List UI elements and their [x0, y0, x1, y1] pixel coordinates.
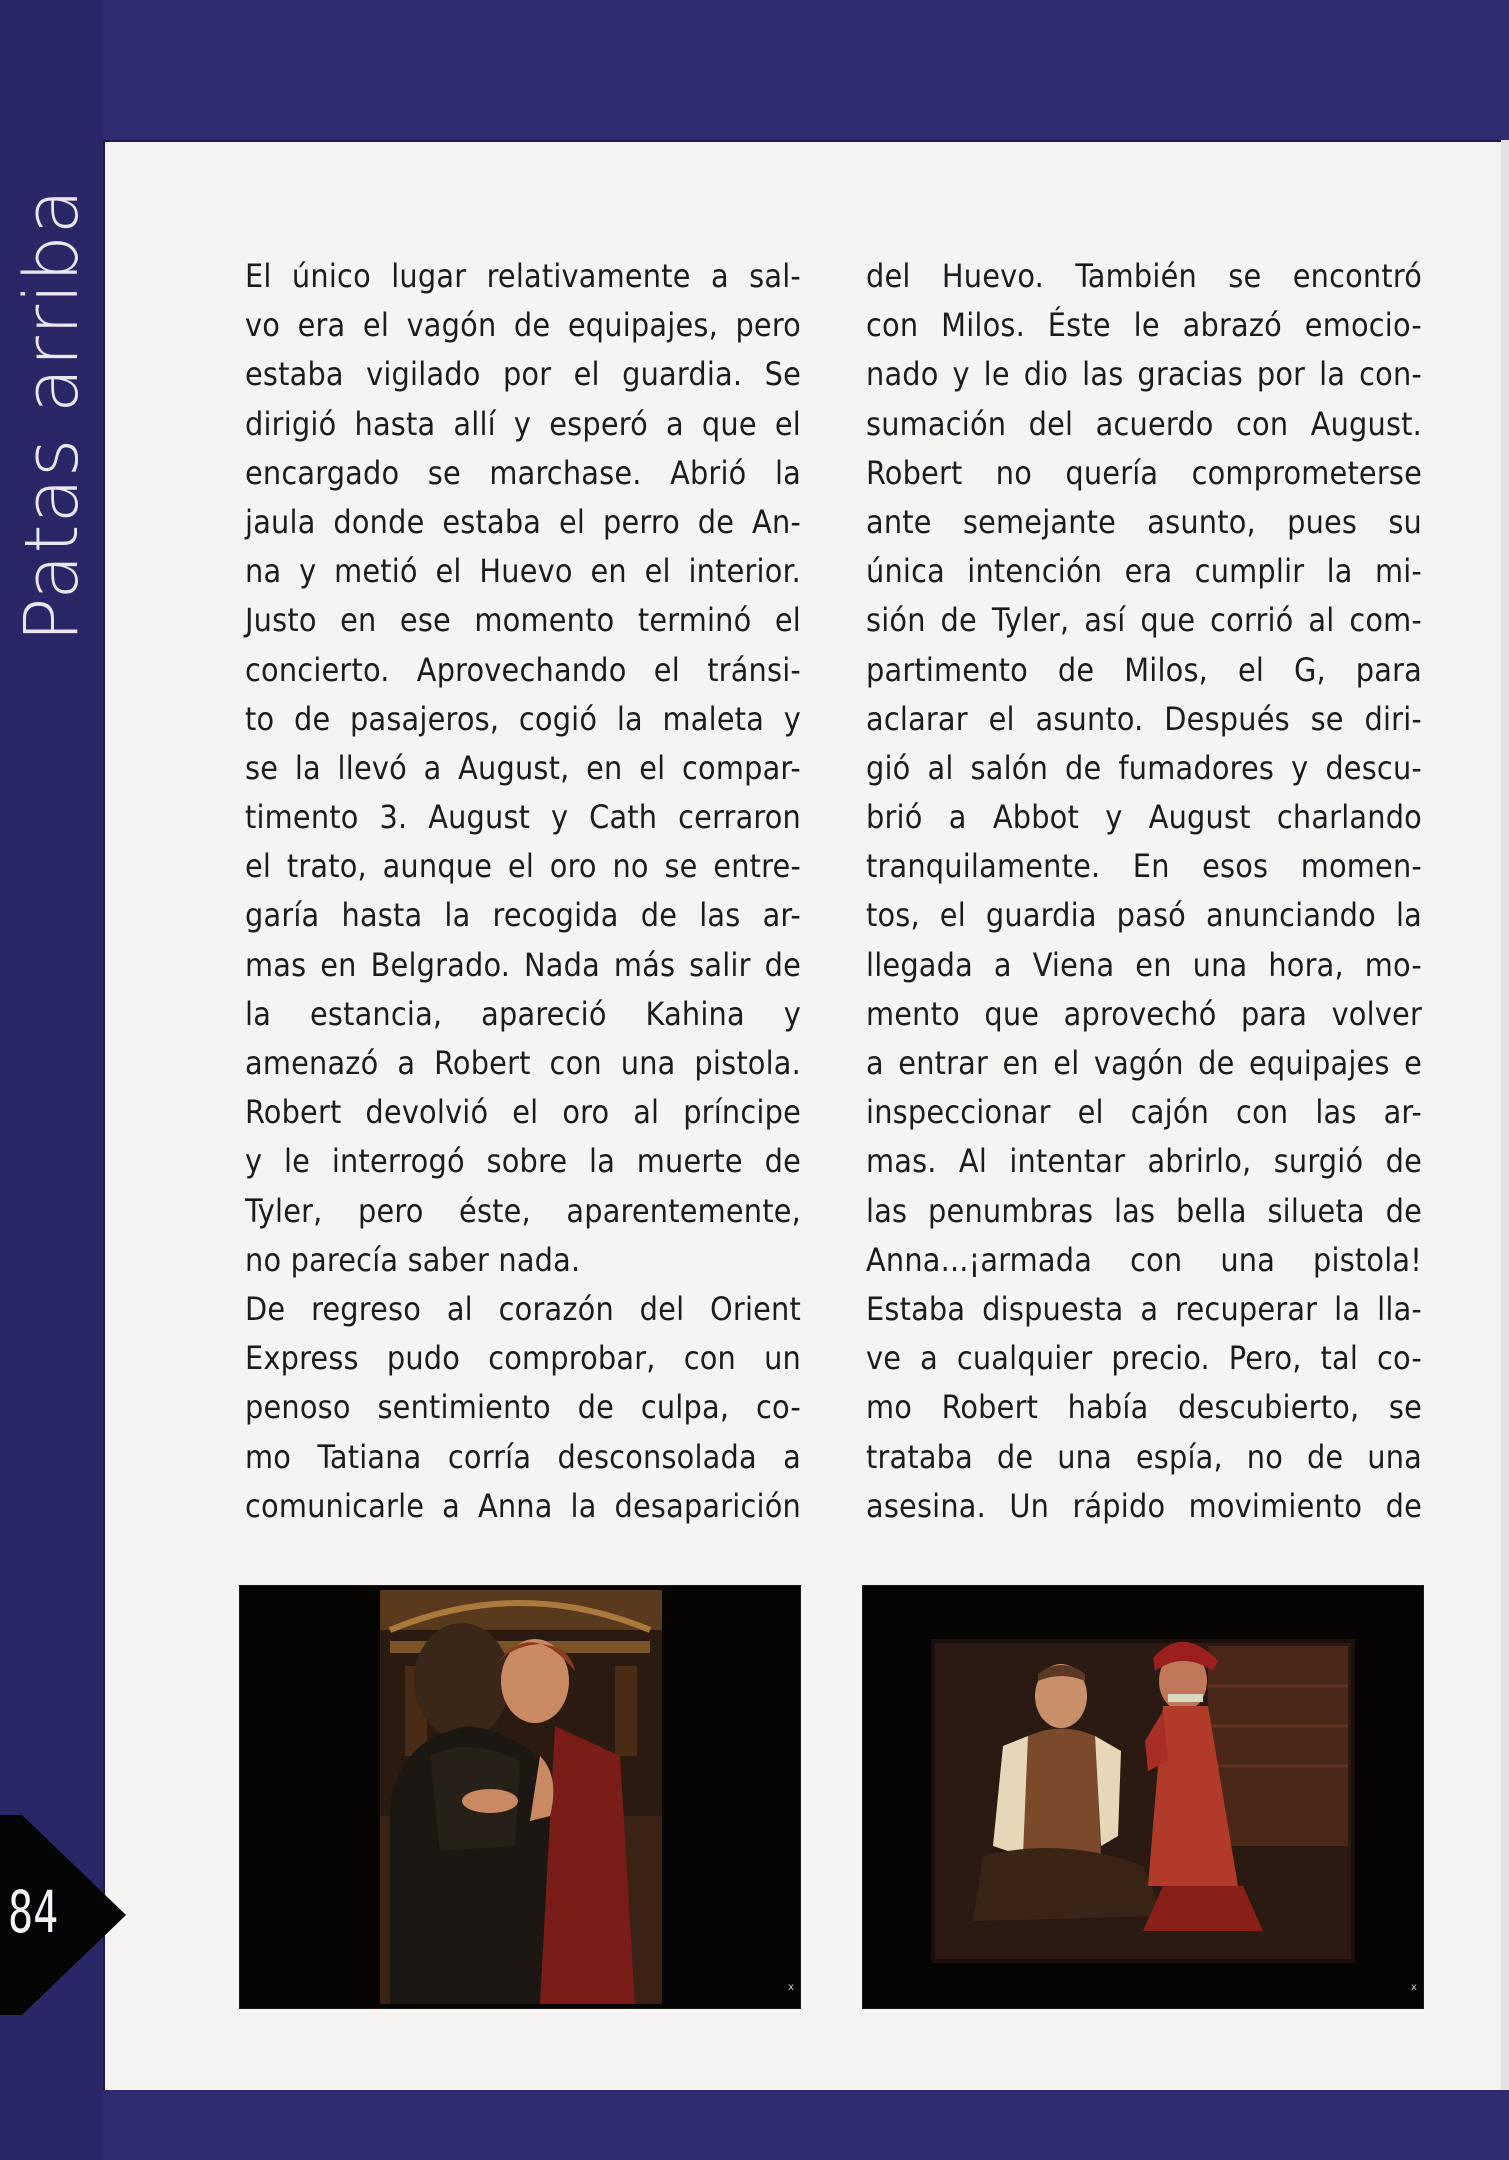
- text-line: el trato, aunque el oro no se entre-: [245, 847, 801, 886]
- text-line: trataba de una espía, no de una: [866, 1437, 1422, 1476]
- svg-text:x: x: [1411, 1982, 1417, 1993]
- text-line: mento que aprovechó para volver: [866, 994, 1422, 1033]
- text-line: se la llevó a August, en el compar-: [245, 748, 801, 787]
- text-line: vo era el vagón de equipajes, pero: [245, 306, 801, 345]
- game-screenshot-kiss: [239, 1585, 801, 2009]
- text-line: la estancia, apareció Kahina y: [245, 994, 801, 1033]
- text-column-left: [245, 252, 801, 1531]
- text-line: Express pudo comprobar, con un: [245, 1339, 801, 1378]
- text-line: sumación del acuerdo con August.: [866, 404, 1422, 443]
- bottom-color-band: [0, 2090, 1509, 2160]
- text-line: las penumbras las bella silueta de: [866, 1191, 1422, 1230]
- text-line: mas. Al intentar abrirlo, surgió de: [866, 1142, 1422, 1181]
- game-screenshot-anna-pistol: [862, 1585, 1424, 2009]
- text-line: Robert no quería comprometerse: [866, 453, 1422, 492]
- text-line: inspeccionar el cajón con las ar-: [866, 1093, 1422, 1132]
- text-line: del Huevo. También se encontró: [866, 257, 1422, 295]
- text-line: mo Tatiana corría desconsolada a: [245, 1437, 801, 1476]
- text-line: comunicarle a Anna la desaparición: [245, 1486, 801, 1525]
- text-line: Estaba dispuesta a recuperar la lla-: [866, 1289, 1422, 1328]
- text-line: estaba vigilado por el guardia. Se: [245, 355, 801, 394]
- section-title: Patas arriba: [9, 187, 95, 643]
- text-line: jaula donde estaba el perro de An-: [245, 502, 801, 541]
- page-number: 84: [8, 1878, 59, 1946]
- text-line: tranquilamente. En esos momen-: [866, 847, 1422, 886]
- text-line: ve a cualquier precio. Pero, tal co-: [866, 1339, 1422, 1378]
- text-line: mo Robert había descubierto, se: [866, 1388, 1422, 1427]
- text-line: única intención era cumplir la mi-: [866, 552, 1422, 591]
- text-line: partimento de Milos, el G, para: [866, 650, 1422, 689]
- text-line: garía hasta la recogida de las ar-: [245, 896, 801, 935]
- text-line: con Milos. Éste le abrazó emocio-: [866, 306, 1422, 345]
- text-line: Tyler, pero éste, aparentemente,: [245, 1191, 801, 1230]
- text-line: amenazó a Robert con una pistola.: [245, 1044, 801, 1082]
- text-line: timento 3. August y Cath cerraron: [245, 798, 801, 837]
- text-line: Anna...¡armada con una pistola!: [866, 1240, 1422, 1279]
- text-line: a entrar en el vagón de equipajes e: [866, 1044, 1422, 1082]
- text-line: brió a Abbot y August charlando: [866, 798, 1422, 837]
- text-line: Robert devolvió el oro al príncipe: [245, 1093, 801, 1132]
- text-line: encargado se marchase. Abrió la: [245, 453, 801, 492]
- text-line: asesina. Un rápido movimiento de: [866, 1486, 1422, 1525]
- text-line: El único lugar relativamente a sal-: [245, 257, 801, 295]
- text-line: concierto. Aprovechando el tránsi-: [245, 650, 801, 689]
- text-line: llegada a Viena en una hora, mo-: [866, 945, 1422, 984]
- svg-text:x: x: [788, 1982, 794, 1993]
- top-color-band: [0, 0, 1509, 140]
- text-line: gió al salón de fumadores y descu-: [866, 748, 1422, 787]
- text-line: sión de Tyler, así que corrió al com-: [866, 601, 1422, 640]
- text-line: aclarar el asunto. Después se diri-: [866, 699, 1422, 738]
- page-edge: [1501, 140, 1509, 2090]
- text-line: ante semejante asunto, pues su: [866, 502, 1422, 541]
- text-line: no parecía saber nada.: [245, 1240, 581, 1279]
- text-line: tos, el guardia pasó anunciando la: [866, 896, 1422, 935]
- text-line: nado y le dio las gracias por la con-: [866, 355, 1422, 394]
- text-line: dirigió hasta allí y esperó a que el: [245, 404, 801, 443]
- text-line: mas en Belgrado. Nada más salir de: [245, 945, 801, 984]
- text-line: Justo en ese momento terminó el: [245, 601, 801, 640]
- text-line: penoso sentimiento de culpa, co-: [245, 1388, 801, 1427]
- text-line: to de pasajeros, cogió la maleta y: [245, 699, 801, 738]
- text-column-right: [866, 252, 1422, 1531]
- text-line: na y metió el Huevo en el interior.: [245, 552, 801, 591]
- text-line: De regreso al corazón del Orient: [245, 1289, 801, 1328]
- text-line: y le interrogó sobre la muerte de: [245, 1142, 801, 1181]
